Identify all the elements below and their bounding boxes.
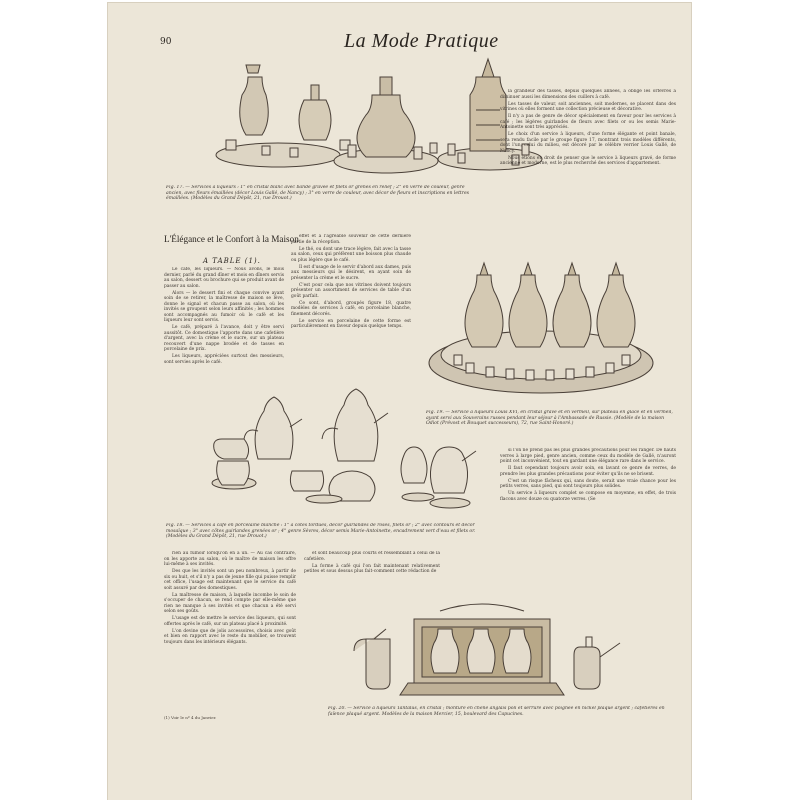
paragraph: Il n'y a pas de genre de décor spécialement en faveur pour les services à café ; les légères guirlandes de fleurs avec filets or ou les semis Marie-Antoinette sont très appréciés. <box>500 114 676 130</box>
page-number: 90 <box>160 37 172 47</box>
paragraph: Le thé, ou dont une trace légère, fait avec la tasse au salon, ceux qui préfèrent une boisson plus chaude ou plus légère que le café. <box>291 246 411 263</box>
paragraph: L'on devine que de jolis accessoires, choisis avec goût et bien en rapport avec le reste du mobilier, se trouvent toujours dans les intérieurs élégants. <box>164 628 296 645</box>
footnote: (1) Voir le nº 4 du Janvier. <box>164 715 217 720</box>
col1-top-text <box>164 267 284 377</box>
paragraph: Nous étions en droit de penser que le service à liqueurs gravé, de forme ancienne et moderne, est le plus recherché des services d'appartement. <box>500 155 676 166</box>
col2-bottom-text <box>304 551 440 589</box>
col1-bottom-text <box>164 551 296 712</box>
paragraph: Des que les invités sont un peu nombreux, à partir de six ou huit, et s'il n'y a pas de jeune fille qui puisse remplir cet office, l'usage est maintenant que le service du café soit assuré par des domestiques. <box>164 569 296 591</box>
paragraph: Les tasses de valeur, soit anciennes, soit modernes, se placent dans des vitrines où elles forment une collection précieuse et décorative. <box>500 101 676 112</box>
paragraph: La forme à café qui l'on fait maintenant relativement petites et sous dessus plus fait-comment cette rédaction de <box>304 563 440 574</box>
paragraph: effet et à l'agréable souvenir de cette dernière partie de la réception. <box>291 234 411 245</box>
paragraph: Un service à liqueurs complet se compose en moyenne, en effet, de trois flacons avec douze ou quatorze verres. (Se <box>500 491 676 502</box>
fig19-caption: Fig. 19. — Service à liqueurs Louis XVI, en cristal gravé et en vermeil, sur plateau en glace et en vermeil, ayant servi aux Souverains russes pendant leur séjour à l'Ambassade de Russie. (Modèle de la maison Odiot (Prévost et Bouquet successeurs), 72, rue Saint-Honoré.) <box>426 410 673 427</box>
paragraph: Il est d'usage de le servir d'abord aux dames, puis aux messieurs qui le désirent, en ayant soin de présenter la crème et le sucre. <box>291 264 411 281</box>
paragraph: et sont beaucoup plus courts et ressemblant à celui de la cafetière. <box>304 551 440 562</box>
masthead: La Mode Pratique <box>344 30 499 52</box>
paragraph: Il faut cependant toujours avoir soin, en lavant ce genre de verres, de prendre les plus grandes précautions pour éviter qu'ils ne se brisent. <box>500 466 676 477</box>
paragraph: Alors — le dessert fini et chaque convive ayant soin de se retirer, la maîtresse de maison se lève, donne le signal et chacun passe au salon, où les invités se groupent selon leurs affinités ; les hommes sont accompagnés au fumoir où le café et les liqueurs leur sont servis. <box>164 290 284 323</box>
fig20-caption: Fig. 20. — Service à liqueurs Tantalus, en cristal ; monture en chêne anglais poli et serrure avec poignée en nickel plaqué argent ; cafetières en faïence plaqué argent. Modèles de la maison Mercier, 15, boulevard des Capucines. <box>328 706 665 717</box>
fig18-illustration <box>204 371 496 521</box>
paragraph: si l'on ne prend pas les plus grandes précautions pour les ranger. De hauts verres à large pied, genre ancien, comme ceux du modèle de Gallé, n'auront point cet inconvénient, tout en gardant une élégance rare dans le service. <box>500 448 676 464</box>
paragraph: la grandeur des tasses, depuis quelques années, a obligé les orfèvres à diminuer aussi les dimensions des cuillers à café. <box>500 89 676 100</box>
paragraph: C'est pour cela que nos vitrines doivent toujours présenter un assortiment de services de table d'un goût parfait. <box>291 282 411 299</box>
section-heading: A TABLE (1). <box>203 257 261 265</box>
col3-bottom-text <box>500 448 676 591</box>
col2-top-text <box>291 234 411 376</box>
col3-top-text <box>500 89 676 259</box>
fig20-illustration <box>344 591 644 701</box>
paragraph: Ce sont, d'abord, groupés figure 18, quatre modèles de services à café, en porcelaine blanche, finement décorés. <box>291 300 411 317</box>
paragraph: Le café, préparé à l'avance, doit y être servi aussitôt. Ce domestique l'apporte dans une cafetière d'argent, avec la crème et le sucre, sur un plateau recouvert d'une nappe brodée et de tasses en porcelaine de prix. <box>164 325 284 352</box>
fig17-illustration <box>208 55 548 183</box>
paragraph: Les liqueurs, appréciées surtout des messieurs, sont servies après le café. <box>164 354 284 365</box>
page-sheet <box>108 3 691 800</box>
paragraph: Le café, les liqueurs. — Nous avons, le mois dernier, parlé du grand dîner et mois en dîners servis au salon, dessert ou brochure qui se produit avant de passer au salon. <box>164 267 284 289</box>
paragraph: rien au fumoir lorsqu'on en a un. — Au cas contraire, on les apporte au salon, où le maître de maison les offre lui-même à ses invités. <box>164 551 296 567</box>
paragraph: La maîtresse de maison, à laquelle incombe le soin de s'occuper de chacun, se rend compte par elle-même que rien ne manque à ses invités et que chacun a été servi selon ses goûts. <box>164 592 296 614</box>
fig17-caption: Fig. 17. — Services à liqueurs : 1° en cristal blanc avec bande gravée et filets or grenés en relief ; 2° en verre de couleur, genre ancien, avec fleurs émaillées (décor Louis Gallé, de Nancy) ; 3° en verre de couleur, avec décor de fleurs et inscriptions en lettres émaillées. (Modèles du Grand Dépôt, 21, rue Drouot.) <box>166 185 470 202</box>
fig18-caption: Fig. 18. — Services à café en porcelaine blanche : 1° à côtes tordues, décor guirlandes de roses, filets or ; 2° avec contours et décor mosaïque ; 3° avec côtes guirlandes grenées or ; 4° genre Sèvres, décor semis Marie-Antoinette, encadrement vert d'eau et filets or. (Modèles du Grand Dépôt, 21, rue Drouot.) <box>166 523 476 540</box>
article-title: L'Élégance et le Confort à la Maison <box>164 234 299 244</box>
paragraph: Le choix d'un service à liqueurs, d'une forme élégante et point banale, sera rendu facile par le groupe figure 17, montrant trois modèles différents, dont l'un, celui du milieu, est décoré par le célèbre verrier Louis Gallé, de Nancy. <box>500 132 676 154</box>
paragraph: Le service en porcelaine de cette forme est particulièrement en faveur depuis quelque temps. <box>291 318 411 329</box>
paragraph: L'usage est de mettre le service des liqueurs, qui sont offertes après le café, sur un plateau placé à proximité. <box>164 616 296 627</box>
paragraph: C'est un risque fâcheux qui, sans doute, serait une vraie chance pour les petits verres, sans pied, qui sont toujours plus solides. <box>500 478 676 489</box>
